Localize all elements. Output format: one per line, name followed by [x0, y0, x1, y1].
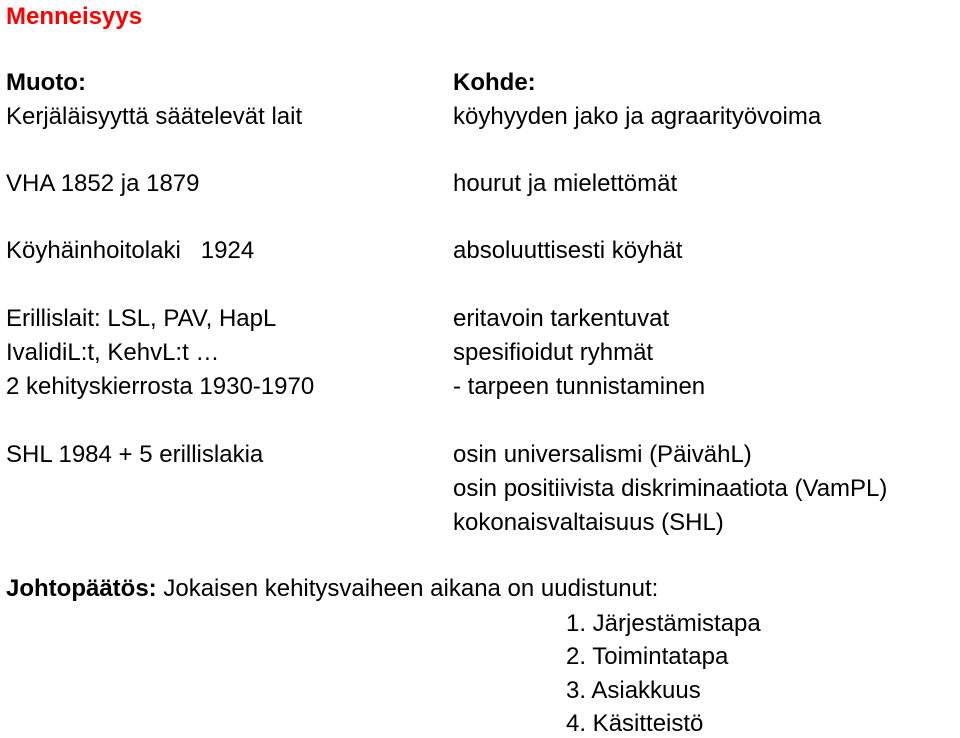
target-line: hourut ja mielettömät	[453, 170, 678, 197]
form-line: IvalidiL:t, KehvL:t …	[6, 339, 220, 366]
conclusion-label: Johtopäätös:	[6, 575, 157, 602]
conclusion-item: 1. Järjestämistapa	[566, 610, 761, 637]
target-line: köyhyyden jako ja agraarityövoima	[453, 103, 822, 130]
form-line: Erillislait: LSL, PAV, HapL	[6, 305, 277, 332]
target-line: osin positiivista diskriminaatiota (VamPL)	[453, 475, 888, 502]
target-line: kokonaisvaltaisuus (SHL)	[453, 509, 724, 536]
form-line: 2 kehityskierrosta 1930-1970	[6, 373, 315, 400]
conclusion-item: 3. Asiakkuus	[566, 677, 701, 704]
conclusion-text: Jokaisen kehitysvaiheen aikana on uudistunut:	[156, 575, 659, 602]
form-line: VHA 1852 ja 1879	[6, 170, 200, 197]
form-line: Köyhäinhoitolaki 1924	[6, 237, 255, 264]
conclusion	[6, 575, 658, 603]
target-line: spesifioidut ryhmät	[453, 339, 654, 366]
page-title: Menneisyys	[6, 3, 143, 30]
target-line: eritavoin tarkentuvat	[453, 305, 670, 332]
target-line: - tarpeen tunnistaminen	[453, 373, 706, 400]
conclusion-item: 2. Toimintatapa	[566, 643, 729, 670]
form-line: SHL 1984 + 5 erillislakia	[6, 441, 264, 468]
target-heading: Kohde:	[453, 69, 536, 96]
target-line: absoluuttisesti köyhät	[453, 237, 683, 264]
form-line: Kerjäläisyyttä säätelevät lait	[6, 103, 303, 130]
conclusion-item: 4. Käsitteistö	[566, 710, 704, 737]
form-heading: Muoto:	[6, 69, 86, 96]
target-line: osin universalismi (PäivähL)	[453, 441, 752, 468]
